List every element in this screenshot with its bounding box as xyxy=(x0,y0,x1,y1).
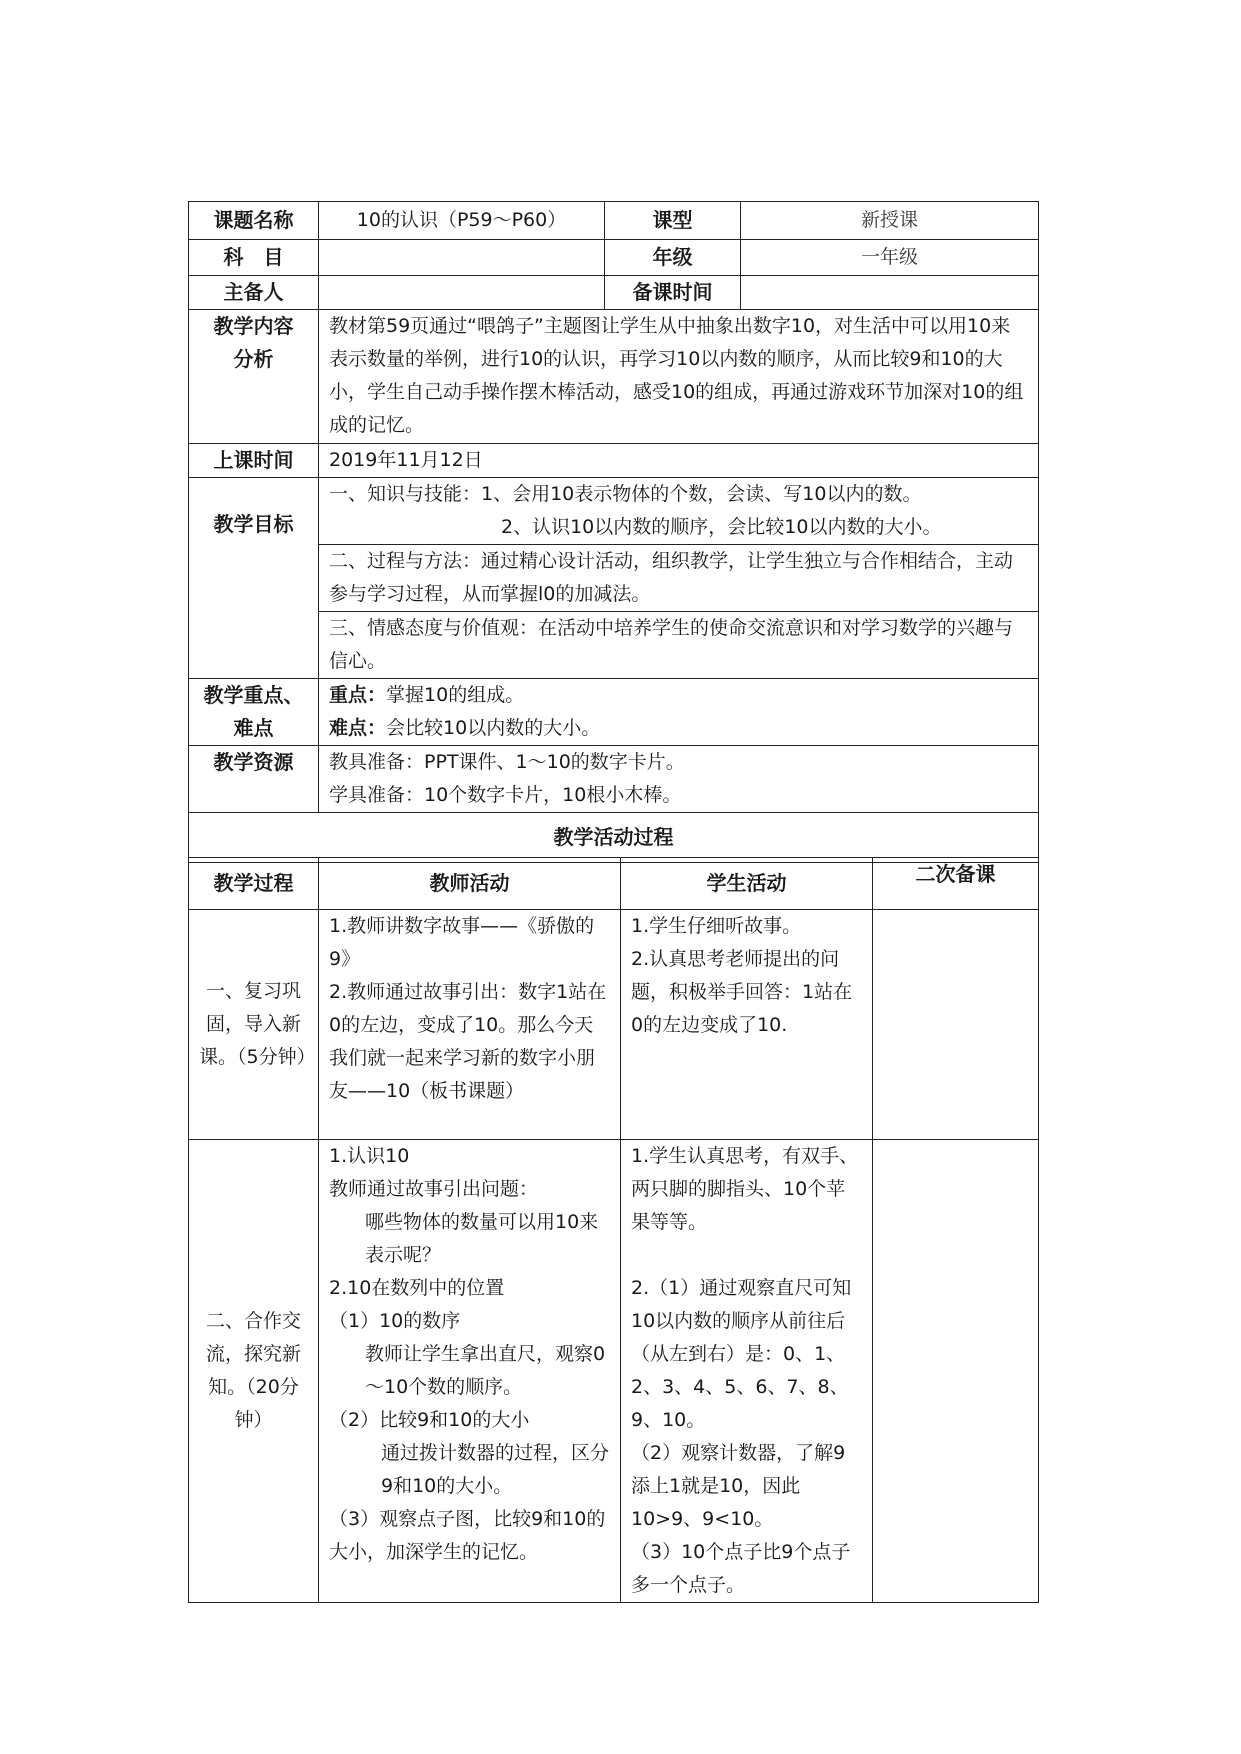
subject-label: 科 目 xyxy=(189,240,319,276)
title-value: 10的认识（P59～P60） xyxy=(319,202,605,240)
teacher-activity-line: 教师让学生拿出直尺，观察0～10个数的顺序。 xyxy=(365,1343,606,1398)
activity-process-table xyxy=(188,857,1039,1603)
prep-time-label: 备课时间 xyxy=(605,276,741,310)
teacher-activity-line: 1.教师讲数字故事——《骄傲的9》 xyxy=(329,915,595,970)
content-analysis-text: 教材第59页通过“喂鸽子”主题图让学生从中抽象出数字10，对生活中可以用10来表示数量的举例，进行10的认识，再学习10以内数的顺序，从而比较9和10的大小，学生自己动手操作摆木棒活动，感受10的组成，再通过游戏环节加深对10的组成的记忆。 xyxy=(319,310,1039,444)
col-header-student: 学生活动 xyxy=(621,858,873,910)
objectives-knowledge xyxy=(319,478,1039,545)
student-activity-cell xyxy=(621,910,873,1140)
col-header-notes: 二次备课 xyxy=(873,858,1039,910)
content-analysis-label-line2: 分析 xyxy=(233,347,274,371)
teacher-activity-line: 2.10在数列中的位置 xyxy=(329,1277,505,1299)
subject-value xyxy=(319,240,605,276)
teacher-activity-line: 哪些物体的数量可以用10来表示呢？ xyxy=(365,1211,599,1266)
teacher-activity-line: （3）观察点子图，比较9和10的大小，加深学生的记忆。 xyxy=(329,1508,606,1563)
student-activity-line xyxy=(631,1239,862,1272)
difficult-point-label: 难点： xyxy=(329,717,387,739)
student-activity-line: （3）10个点子比9个点子多一个点子。 xyxy=(631,1541,851,1596)
class-time-label: 上课时间 xyxy=(189,444,319,478)
student-activity-line: 1.学生认真思考，有双手、两只脚的脚指头、10个苹果等等。 xyxy=(631,1145,859,1233)
objectives-label: 教学目标 xyxy=(189,478,319,679)
objectives-process: 二、过程与方法：通过精心设计活动，组织教学，让学生独立与合作相结合，主动参与学习过程，从而掌握l0的加减法。 xyxy=(319,545,1039,612)
type-value: 新授课 xyxy=(741,202,1039,240)
key-point-text: 掌握10的组成。 xyxy=(386,684,525,706)
stage-cell: 二、合作交流，探究新知。（20分钟） xyxy=(189,1140,319,1603)
notes-cell xyxy=(873,1140,1039,1603)
objectives-line2: 2、认识10以内数的顺序，会比较10以内数的大小。 xyxy=(501,516,942,538)
resources-text xyxy=(319,746,1039,813)
teacher-activity-line: 2.教师通过故事引出：数字1站在0的左边，变成了10。那么今天我们就一起来学习新的数字小朋友——10（板书课题） xyxy=(329,981,607,1102)
difficult-point-text: 会比较10以内数的大小。 xyxy=(386,717,601,739)
key-points-label xyxy=(189,679,319,746)
title-label: 课题名称 xyxy=(189,202,319,240)
teacher-activity-cell xyxy=(319,910,621,1140)
resources-label: 教学资源 xyxy=(189,746,319,813)
key-points-text xyxy=(319,679,1039,746)
key-point-label: 重点： xyxy=(329,684,387,706)
student-activity-line: （2）观察计数器，了解9添上1就是10，因此10>9、9<10。 xyxy=(631,1442,846,1530)
teacher-activity-line: 通过拨计数器的过程，区分9和10的大小。 xyxy=(381,1442,610,1497)
table-row xyxy=(189,1140,1039,1603)
grade-value: 一年级 xyxy=(741,240,1039,276)
process-section-title: 教学活动过程 xyxy=(189,813,1039,863)
class-time-value: 2019年11月12日 xyxy=(319,444,1039,478)
resources-student: 学具准备：10个数字卡片，10根小木棒。 xyxy=(329,784,682,806)
stage-cell: 一、复习巩固，导入新课。（5分钟） xyxy=(189,910,319,1140)
content-analysis-label xyxy=(189,310,319,444)
grade-label: 年级 xyxy=(605,240,741,276)
difficult-point-line xyxy=(329,712,1028,745)
teacher-activity-line: 1.认识10 xyxy=(329,1145,410,1167)
resources-teacher: 教具准备：PPT课件、1～10的数字卡片。 xyxy=(329,751,685,773)
objectives-line1: 一、知识与技能：1、会用10表示物体的个数，会读、写10以内的数。 xyxy=(329,483,922,505)
key-points-label-line2: 难点 xyxy=(233,716,274,740)
preparer-label: 主备人 xyxy=(189,276,319,310)
objectives-emotion: 三、情感态度与价值观：在活动中培养学生的使命交流意识和对学习数学的兴趣与信心。 xyxy=(319,612,1039,679)
teacher-activity-line: （1）10的数序 xyxy=(329,1310,461,1332)
preparer-value xyxy=(319,276,605,310)
student-activity-line: 1.学生仔细听故事。 xyxy=(631,915,802,937)
prep-time-value xyxy=(741,276,1039,310)
col-header-process: 教学过程 xyxy=(189,858,319,910)
student-activity-cell xyxy=(621,1140,873,1603)
table-row xyxy=(189,910,1039,1140)
teacher-activity-cell xyxy=(319,1140,621,1603)
student-activity-line: 2.（1）通过观察直尺可知10以内数的顺序从前往后（从左到右）是：0、1、2、3、4、5、6、7、8、9、10。 xyxy=(631,1277,852,1431)
student-activity-line: 2.认真思考老师提出的问题，积极举手回答：1站在0的左边变成了10. xyxy=(631,948,853,1036)
teacher-activity-line: （2）比较9和10的大小 xyxy=(329,1409,530,1431)
lesson-info-table xyxy=(188,201,1039,863)
teacher-activity-line: 教师通过故事引出问题： xyxy=(329,1178,539,1200)
col-header-teacher: 教师活动 xyxy=(319,858,621,910)
key-point-line xyxy=(329,679,1028,712)
key-points-label-line1: 教学重点、 xyxy=(203,683,304,707)
content-analysis-label-line1: 教学内容 xyxy=(213,314,294,338)
type-label: 课型 xyxy=(605,202,741,240)
notes-cell xyxy=(873,910,1039,1140)
